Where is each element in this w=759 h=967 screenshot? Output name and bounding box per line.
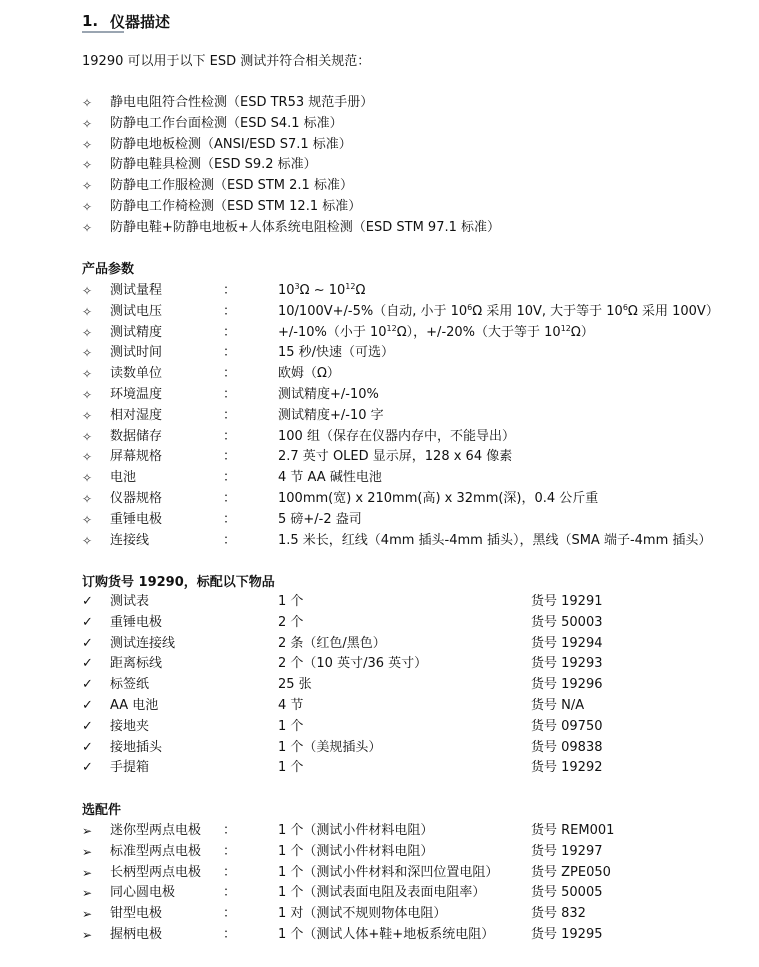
- accessory-item: [82, 925, 742, 945]
- diamond-bullet-icon: ✧: [82, 96, 93, 110]
- param-colon: ：: [223, 428, 237, 444]
- param-label: 测试时间: [110, 345, 163, 361]
- param-value: 1.5 米长，红线（4mm 插头-4mm 插头），黑线（SMA 端子-4mm 插头）: [278, 532, 712, 548]
- value-text: Ω: [355, 283, 366, 298]
- param-label: 重锤电极: [110, 511, 163, 527]
- accessory-item: [82, 821, 742, 841]
- check-mark-icon: ✓: [82, 698, 93, 713]
- exponent: 12: [386, 323, 397, 333]
- standard-text: 防静电鞋+防静电地板+人体系统电阻检测（ESD STM 97.1 标准）: [110, 219, 501, 235]
- diamond-bullet-icon: ✧: [82, 304, 93, 319]
- param-label: 测试电压: [110, 303, 163, 319]
- accessory-colon: ：: [223, 906, 237, 922]
- param-row: [82, 531, 742, 551]
- param-label: 相对湿度: [110, 407, 163, 423]
- item-name: 手提箱: [110, 760, 150, 776]
- heading-underline: [82, 31, 124, 33]
- diamond-bullet-icon: ✧: [82, 367, 93, 382]
- item-name: 接地插头: [110, 739, 163, 755]
- param-row: [82, 323, 742, 343]
- accessory-quantity: 1 个（测试小件材料电阻）: [278, 843, 434, 859]
- standard-item: [82, 135, 742, 155]
- param-colon: ：: [223, 345, 237, 361]
- part-number: 货号 832: [531, 906, 586, 922]
- diamond-bullet-icon: ✧: [82, 492, 93, 506]
- param-label: 环境温度: [110, 387, 163, 402]
- param-row: [82, 447, 742, 467]
- check-mark-icon: ✓: [82, 594, 93, 609]
- check-mark-icon: ✓: [82, 614, 93, 630]
- check-mark-icon: ✓: [82, 677, 93, 693]
- param-label: 仪器规格: [110, 491, 163, 506]
- check-mark-icon: ✓: [82, 635, 93, 651]
- part-number: 货号 ZPE050: [531, 864, 611, 880]
- part-number: 货号 19297: [531, 843, 603, 859]
- params-heading: 产品参数: [82, 262, 135, 277]
- param-row: [82, 281, 742, 301]
- value-text: Ω）: [570, 324, 594, 340]
- order-item: [82, 613, 742, 633]
- part-number: 货号 19294: [531, 635, 603, 651]
- check-mark-icon: ✓: [82, 739, 93, 755]
- item-quantity: 25 张: [278, 677, 312, 693]
- part-number: 货号 09838: [531, 739, 603, 755]
- diamond-bullet-icon: ✧: [82, 158, 93, 173]
- param-label: 屏幕规格: [110, 449, 163, 465]
- item-name: 标签纸: [110, 677, 150, 693]
- param-label: 测试量程: [110, 283, 163, 298]
- param-colon: ：: [223, 532, 237, 548]
- order-item: [82, 634, 742, 654]
- item-name: 测试连接线: [110, 635, 176, 651]
- param-label: 数据储存: [110, 428, 163, 444]
- param-value: [278, 323, 594, 343]
- standard-text: 防静电鞋具检测（ESD S9.2 标准）: [110, 157, 317, 173]
- exponent: 12: [345, 282, 356, 291]
- arrow-bullet-icon: ➢: [82, 865, 93, 880]
- diamond-bullet-icon: ✧: [82, 450, 93, 465]
- param-value: 100mm(宽) x 210mm(高) x 32mm(深)，0.4 公斤重: [278, 491, 599, 506]
- part-number: 货号 N/A: [531, 698, 585, 713]
- item-quantity: 2 条（红色/黑色）: [278, 635, 386, 651]
- param-colon: ：: [223, 491, 237, 506]
- item-name: 距离标线: [110, 656, 163, 672]
- accessory-quantity: 1 对（测试不规则物体电阻）: [278, 906, 447, 922]
- value-text: Ω 采用 10V, 大于等于 10: [472, 303, 623, 319]
- param-colon: ：: [223, 366, 237, 382]
- value-text: 10: [278, 283, 295, 298]
- diamond-bullet-icon: ✧: [82, 325, 93, 340]
- order-item: [82, 696, 742, 716]
- exponent: 6: [467, 302, 473, 312]
- order-item: [82, 738, 742, 758]
- diamond-bullet-icon: ✧: [82, 116, 93, 131]
- param-colon: ：: [223, 407, 237, 423]
- diamond-bullet-icon: ✧: [82, 220, 93, 235]
- exponent: 6: [622, 302, 628, 312]
- param-colon: ：: [223, 303, 237, 319]
- param-value: 欧姆（Ω）: [278, 366, 340, 382]
- value-text: Ω ~ 10: [299, 283, 346, 298]
- diamond-bullet-icon: ✧: [82, 471, 93, 486]
- accessory-colon: ：: [223, 843, 237, 859]
- item-quantity: 2 个（10 英寸/36 英寸）: [278, 656, 428, 672]
- accessory-quantity: 1 个（测试小件材料电阻）: [278, 823, 434, 838]
- item-name: 测试表: [110, 594, 150, 609]
- accessory-name: 标准型两点电极: [110, 843, 202, 859]
- standard-item: [82, 93, 742, 113]
- item-name: 重锤电极: [110, 614, 163, 630]
- standard-text: 防静电工作服检测（ESD STM 2.1 标准）: [110, 178, 353, 194]
- check-mark-icon: ✓: [82, 718, 93, 734]
- exponent: 12: [560, 323, 571, 333]
- part-number: 货号 50003: [531, 614, 603, 630]
- accessory-name: 迷你型两点电极: [110, 823, 202, 838]
- accessory-item: [82, 863, 742, 883]
- param-row: [82, 427, 742, 447]
- value-text: Ω 采用 100V）: [627, 303, 719, 319]
- accessory-name: 钳型电极: [110, 906, 163, 922]
- accessory-name: 握柄电极: [110, 927, 163, 942]
- accessory-colon: ：: [223, 885, 237, 901]
- param-row: [82, 510, 742, 530]
- standard-item: [82, 155, 742, 175]
- accessory-item: [82, 904, 742, 924]
- arrow-bullet-icon: ➢: [82, 844, 93, 859]
- param-value: [278, 281, 365, 301]
- item-quantity: 1 个（美规插头）: [278, 739, 382, 755]
- order-item: [82, 717, 742, 737]
- accessories-heading: 选配件: [82, 803, 122, 818]
- arrow-bullet-icon: ➢: [82, 824, 93, 838]
- item-name: AA 电池: [110, 698, 159, 713]
- accessory-colon: ：: [223, 864, 237, 880]
- arrow-bullet-icon: ➢: [82, 928, 93, 942]
- item-quantity: 2 个: [278, 614, 304, 630]
- param-value: 5 磅+/-2 盎司: [278, 511, 362, 527]
- standard-text: 防静电工作椅检测（ESD STM 12.1 标准）: [110, 199, 362, 214]
- param-colon: ：: [223, 470, 237, 486]
- standard-item: [82, 176, 742, 196]
- param-value: 15 秒/快速（可选）: [278, 345, 395, 361]
- param-label: 连接线: [110, 532, 150, 548]
- order-item: [82, 758, 742, 778]
- param-row: [82, 364, 742, 384]
- item-quantity: 4 节: [278, 698, 304, 713]
- param-colon: ：: [223, 324, 237, 340]
- item-name: 接地夹: [110, 718, 150, 734]
- diamond-bullet-icon: ✧: [82, 137, 93, 152]
- part-number: 货号 19292: [531, 760, 603, 776]
- diamond-bullet-icon: ✧: [82, 408, 93, 423]
- part-number: 货号 09750: [531, 718, 603, 734]
- accessory-quantity: 1 个（测试小件材料和深凹位置电阻）: [278, 864, 499, 880]
- value-text: 10/100V+/-5%（自动, 小于 10: [278, 303, 468, 319]
- accessory-colon: ：: [223, 823, 237, 838]
- order-item: [82, 675, 742, 695]
- standard-text: 防静电工作台面检测（ESD S4.1 标准）: [110, 115, 343, 131]
- diamond-bullet-icon: ✧: [82, 346, 93, 361]
- part-number: 货号 19295: [531, 927, 603, 942]
- param-colon: ：: [223, 511, 237, 527]
- param-value: 100 组（保存在仪器内存中，不能导出）: [278, 428, 515, 444]
- order-heading: 订购货号 19290，标配以下物品: [82, 575, 275, 590]
- arrow-bullet-icon: ➢: [82, 886, 93, 901]
- diamond-bullet-icon: ✧: [82, 512, 93, 527]
- accessory-name: 长柄型两点电极: [110, 864, 202, 880]
- exponent: 3: [294, 282, 300, 291]
- part-number: 货号 50005: [531, 885, 603, 901]
- order-item: [82, 592, 742, 612]
- param-row: [82, 406, 742, 426]
- item-quantity: 1 个: [278, 760, 304, 776]
- part-number: 货号 19296: [531, 677, 603, 693]
- section-number: 1.: [82, 12, 99, 30]
- param-colon: ：: [223, 283, 237, 298]
- part-number: 货号 19291: [531, 594, 603, 609]
- diamond-bullet-icon: ✧: [82, 179, 93, 194]
- param-value: 测试精度+/-10 字: [278, 407, 384, 423]
- accessory-quantity: 1 个（测试人体+鞋+地板系统电阻）: [278, 927, 495, 942]
- check-mark-icon: ✓: [82, 760, 93, 776]
- param-colon: ：: [223, 449, 237, 465]
- param-row: [82, 468, 742, 488]
- param-label: 电池: [110, 470, 137, 486]
- section-title: 仪器描述: [110, 12, 171, 31]
- param-value: [278, 302, 719, 322]
- standard-text: 防静电地板检测（ANSI/ESD S7.1 标准）: [110, 136, 352, 152]
- part-number: 货号 19293: [531, 656, 603, 672]
- accessory-item: [82, 883, 742, 903]
- param-row: [82, 302, 742, 322]
- param-row: [82, 385, 742, 405]
- item-quantity: 1 个: [278, 594, 304, 609]
- standard-item: [82, 197, 742, 217]
- arrow-bullet-icon: ➢: [82, 907, 93, 922]
- param-row: [82, 489, 742, 509]
- value-text: +/-10%（小于 10: [278, 324, 387, 340]
- accessory-quantity: 1 个（测试表面电阻及表面电阻率）: [278, 885, 486, 901]
- accessory-name: 同心圆电极: [110, 885, 176, 901]
- param-colon: ：: [223, 387, 237, 402]
- item-quantity: 1 个: [278, 718, 304, 734]
- diamond-bullet-icon: ✧: [82, 284, 93, 298]
- param-value: 测试精度+/-10%: [278, 387, 379, 402]
- accessory-colon: ：: [223, 927, 237, 942]
- diamond-bullet-icon: ✧: [82, 429, 93, 444]
- param-value: 4 节 AA 碱性电池: [278, 470, 382, 486]
- standard-text: 静电电阻符合性检测（ESD TR53 规范手册）: [110, 95, 374, 110]
- section-heading: [82, 10, 202, 32]
- diamond-bullet-icon: ✧: [82, 388, 93, 402]
- value-text: Ω），+/-20%（大于等于 10: [396, 324, 561, 340]
- check-mark-icon: ✓: [82, 656, 93, 672]
- param-row: [82, 343, 742, 363]
- param-label: 测试精度: [110, 324, 163, 340]
- part-number: 货号 REM001: [531, 823, 615, 838]
- diamond-bullet-icon: ✧: [82, 200, 93, 214]
- intro-text: 19290 可以用于以下 ESD 测试并符合相关规范：: [82, 54, 371, 69]
- param-label: 读数单位: [110, 366, 163, 382]
- standard-item: [82, 218, 742, 238]
- param-value: 2.7 英寸 OLED 显示屏，128 x 64 像素: [278, 449, 513, 465]
- standard-item: [82, 114, 742, 134]
- accessory-item: [82, 842, 742, 862]
- diamond-bullet-icon: ✧: [82, 533, 93, 548]
- order-item: [82, 654, 742, 674]
